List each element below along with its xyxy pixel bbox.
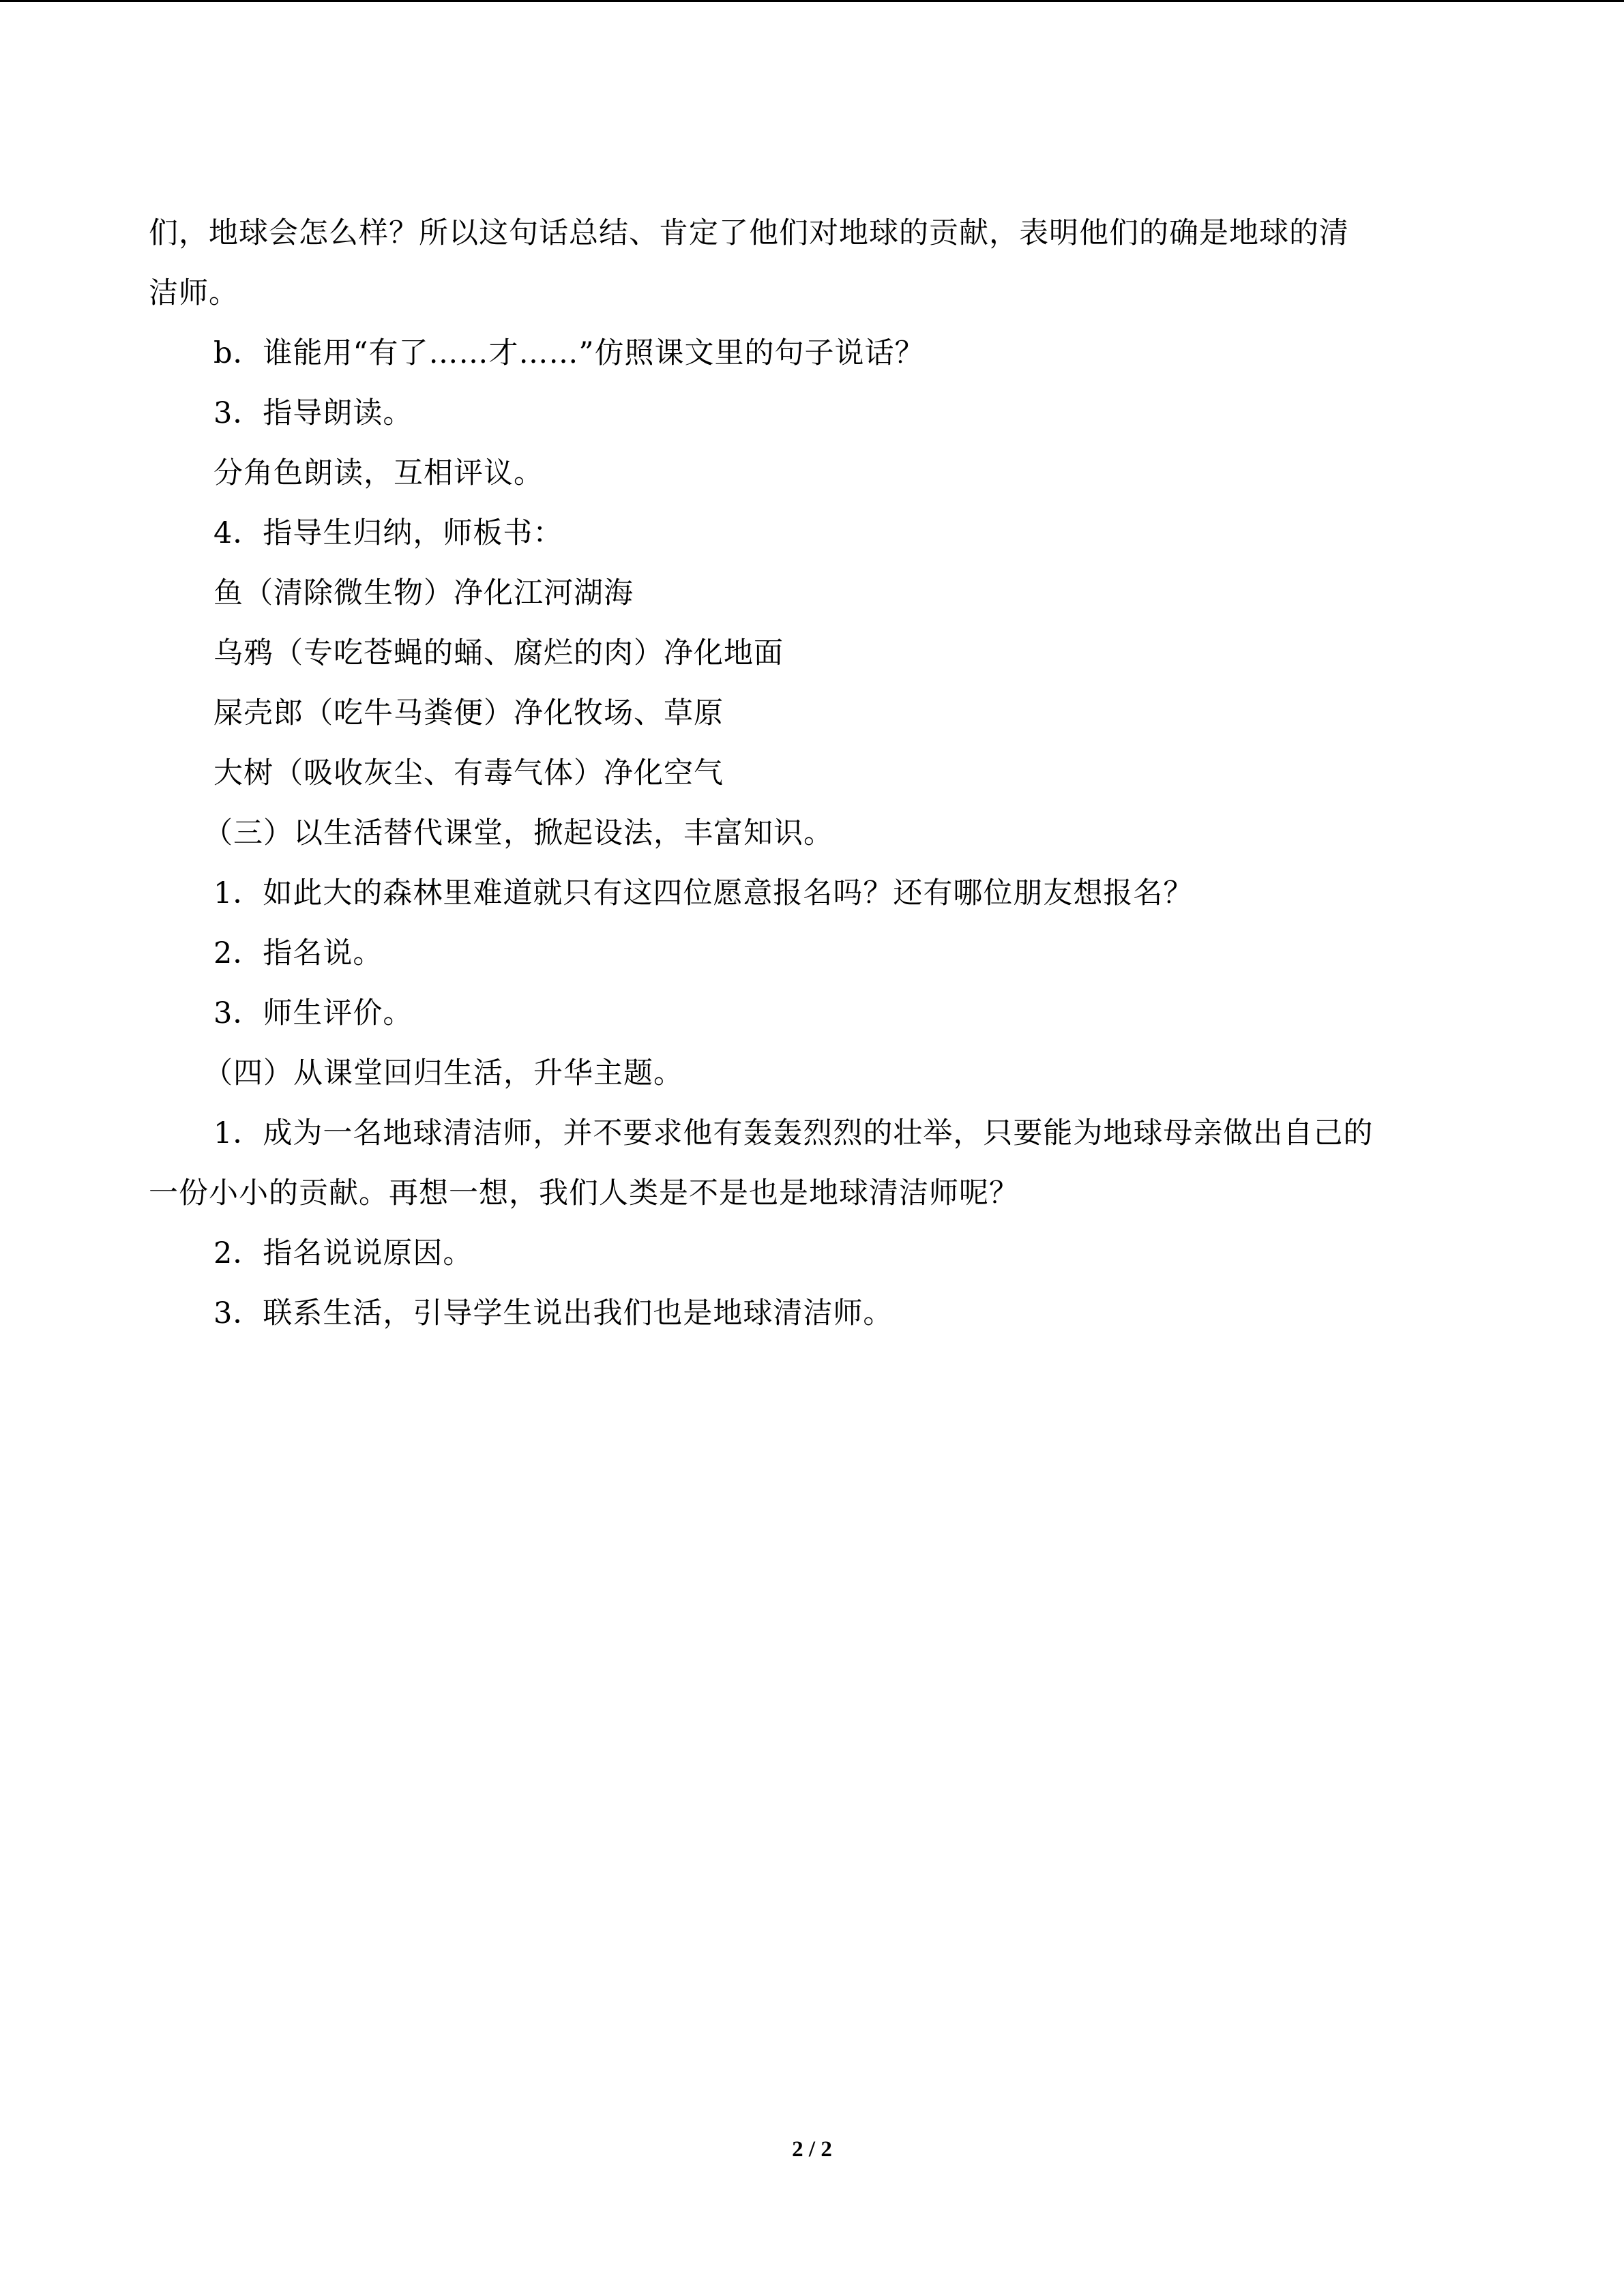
step-heading: 3．联系生活，引导学生说出我们也是地球清洁师。 [213,1296,894,1330]
blackboard-line: 鱼（清除微生物）净化江河湖海 [213,576,634,610]
step-heading: 3．指导朗读。 [213,396,413,430]
blackboard-line: 乌鸦（专吃苍蝇的蛹、腐烂的肉）净化地面 [213,636,784,670]
document-body [149,203,1486,1343]
page-number: 2 / 2 [792,2137,832,2162]
paragraph-line: b．谁能用“有了……才……”仿照课文里的句子说话？ [213,336,925,370]
step-heading: 3．师生评价。 [213,996,413,1030]
step-heading: 1．成为一名地球清洁师，并不要求他有轰轰烈烈的壮举，只要能为地球母亲做出自己的 [213,1116,1374,1150]
paragraph-line: 们，地球会怎么样？所以这句话总结、肯定了他们对地球的贡献，表明他们的确是地球的清 [149,216,1349,250]
paragraph-line: 一份小小的贡献。再想一想，我们人类是不是也是地球清洁师呢？ [149,1176,1019,1210]
blackboard-line: 大树（吸收灰尘、有毒气体）净化空气 [213,756,724,790]
step-heading: 2．指名说。 [213,936,383,970]
blackboard-line: 屎壳郎（吃牛马粪便）净化牧场、草原 [213,696,724,730]
step-heading: 2．指名说说原因。 [213,1236,473,1270]
section-heading: （三）以生活替代课堂，掀起设法，丰富知识。 [203,816,833,850]
step-heading: 1．如此大的森林里难道就只有这四位愿意报名吗？还有哪位朋友想报名？ [213,876,1194,910]
step-heading: 4．指导生归纳，师板书： [213,516,563,550]
page-top-border [0,0,1624,2]
paragraph-line: 分角色朗读，互相评议。 [213,456,544,490]
paragraph-line: 洁师。 [149,276,239,310]
section-heading: （四）从课堂回归生活，升华主题。 [203,1056,683,1090]
